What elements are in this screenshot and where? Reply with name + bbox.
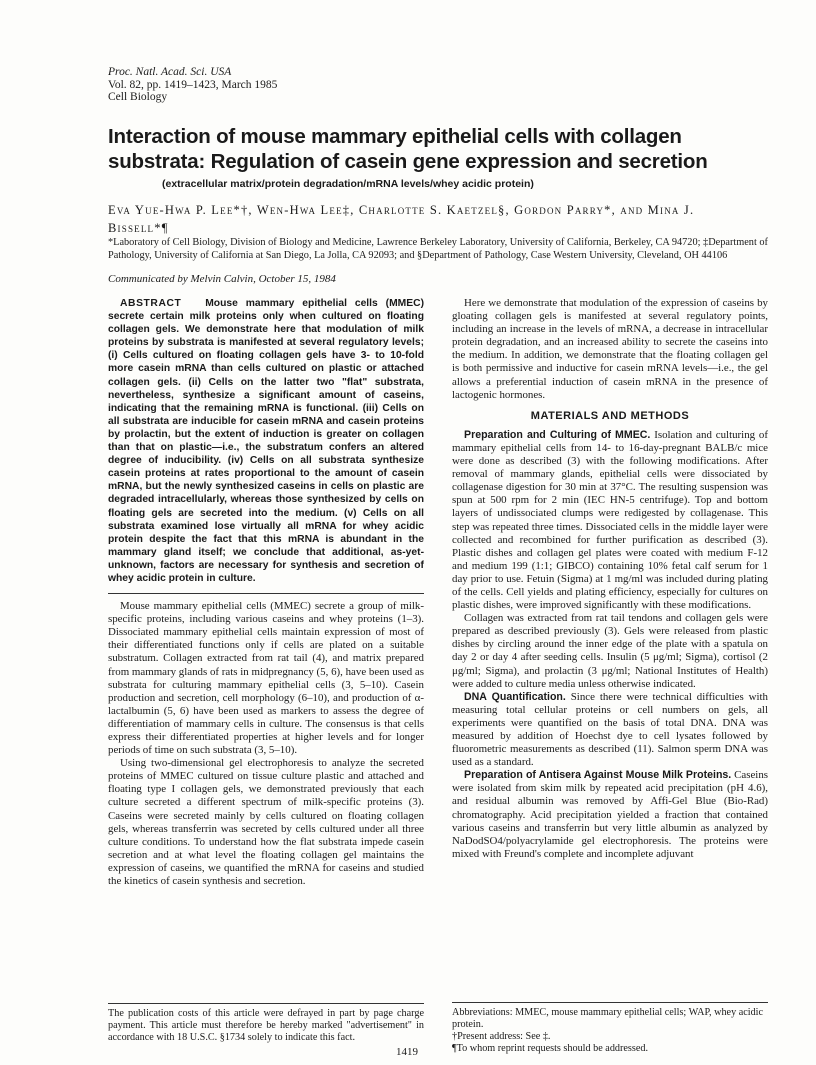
abbreviations-footnotes (452, 1002, 768, 1055)
journal-section: Cell Biology (108, 91, 168, 103)
page-number: 1419 (396, 1046, 418, 1058)
right-column (452, 297, 768, 861)
methods-text: Since there were technical difficulties with measuring total cellular proteins or cell numbers on gels, all experiments were quantified on the basis of total DNA. DNA was measured by addition of Hoechst dye to cell lysates followed by fluorometric measurements as described (11). Salmon sperm DNA was used as a standard. (452, 690, 768, 769)
footnote-abbreviations: Abbreviations: MMEC, mouse mammary epithelial cells; WAP, whey acidic protein. (452, 1007, 764, 1030)
methods-paragraph: Collagen was extracted from rat tail tendons and collagen gels were prepared as described previously (3). Gels were released from plastic dishes by circling around the inner edge of the plate with a spatula on day 2 or day 4 after seeding cells. Insulin (5 μg/ml; Sigma), cortisol (2 μg/ml; Sigma), and prolactin (3 μg/ml; National Institutes of Health) were added to culture media unless otherwise indicated. (452, 612, 768, 690)
article-title: Interaction of mouse mammary epithelial cells with collagen substrata: Regulation of casein gene expression and secretion (108, 125, 708, 173)
methods-paragraph (452, 691, 768, 770)
keywords: (extracellular matrix/protein degradation/mRNA levels/whey acidic protein) (162, 178, 534, 190)
authors: Eva Yue-Hwa P. Lee*†, Wen-Hwa Lee‡, Charlotte S. Kaetzel§, Gordon Parry*, and Mina J. Bissell*¶ (108, 203, 695, 235)
journal-header (108, 66, 277, 104)
intro-paragraph-right: Here we demonstrate that modulation of the expression of caseins by gloating collagen gels is manifested at several regulatory points, including an increase in the levels of mRNA, a decrease in intracellular protein degradation, and an increased ability to secrete the caseins into the medium. In addition, we demonstrate that the floating collagen gel is both permissive and inductive for casein mRNA levels—i.e., the gel allows a preferential induction of casein mRNA in the presence of lactogenic hormones. (452, 297, 768, 401)
footnote-reprints: ¶To whom reprint requests should be addressed. (452, 1043, 649, 1054)
methods-text: Isolation and culturing of mammary epithelial cells from 14- to 16-day-pregnant BALB/c mice were done as described (3) with the following modifications. After removal of mammary glands, epithelial cells were dissociated by collagenase digestion for 30 min at 37°C. The resulting suspension was spun at 500 rpm for 2 min (IEC HN-5 centrifuge). Top and bottom layers of undissociated clumps were redigested by collagenase. This step was repeated three times. Dissociated cells in the middle layer were collected and recombined for further purification as described (3). Plastic dishes and collagen gel plates were coated with medium F-12 and medium 199 (1:1; GIBCO) containing 10% fetal calf serum for 1 day prior to use. Fetuin (Sigma) at 1 mg/ml was included during plating of the cells. Cell yields and plating efficiency, especially for cultures on plastic dishes, were improved significantly with these modifications. (452, 428, 769, 612)
affiliations: *Laboratory of Cell Biology, Division of Biology and Medicine, Lawrence Berkeley Laboratory, University of California, Berkeley, CA 94720; ‡Department of Pathology, University of California at San Diego, La Jolla, CA 92093; and §Department of Pathology, Case Western University, Cleveland, OH 44106 (108, 237, 768, 261)
methods-paragraph (452, 429, 768, 612)
runin-heading: Preparation of Antisera Against Mouse Milk Proteins. (464, 769, 732, 782)
left-column (108, 297, 424, 888)
methods-text: Caseins were isolated from skim milk by repeated acid precipitation (pH 4.6), and residual albumin was removed by Affi-Gel Blue (Bio-Rad) chromatography. Acid precipitation yielded a fraction that contained various caseins and transferrin but very little albumin as analyzed by NaDodSO4/polyacrylamide gel electrophoresis. The proteins were mixed with Freund's complete and incomplete adjuvant (452, 769, 768, 860)
abstract (108, 297, 424, 585)
runin-heading: DNA Quantification. (464, 690, 566, 703)
journal-volume: Vol. 82, pp. 1419–1423, March 1985 (108, 78, 278, 91)
intro-paragraph: Using two-dimensional gel electrophoresis to analyze the secreted proteins of MMEC cultured on tissue culture plastic and attached and floating type I collagen gels, we demonstrated previously that each culture secreted a different spectrum of milk-specific proteins (3). Caseins were secreted mainly by cells cultured on floating collagen gels, whereas transferrin was secreted by cells cultured under all three culture conditions. To understand how the flat substrata impede casein secretion and at what level the floating collagen gel maintains the expression of caseins, we quantified the mRNA for caseins and studied the kinetics of casein synthesis and secretion. (108, 757, 424, 888)
footnote-present-address: †Present address: See ‡. (452, 1031, 551, 1042)
communicated-by: Communicated by Melvin Calvin, October 15, 1984 (108, 273, 336, 285)
publication-footnote: The publication costs of this article were defrayed in part by page charge payment. This article must therefore be hereby marked "advertisement" in accordance with 18 U.S.C. §1734 solely to indicate this fact. (108, 1003, 424, 1045)
abstract-text: Mouse mammary epithelial cells (MMEC) secrete certain milk proteins only when cultured on floating collagen gels. We demonstrate here that modulation of milk proteins by substrata is manifested at several regulatory levels; (i) Cells cultured on floating collagen gels have 3- to 10-fold more casein mRNA than cells cultured on plastic or attached collagen gels. (ii) Cells on the latter two "flat" substrata, nevertheless, synthesize a significant amount of caseins, indicating that the remaining mRNA is functional. (iii) Cells on all substrata are inducible for casein mRNA and casein proteins by prolactin, but the extent of induction is greater on collagen than that on plastic—i.e., the substratum confers an altered degree of inducibility. (iv) Cells on all substrata synthesize casein proteins at rates proportional to the amount of casein mRNA, but the newly synthesized caseins in cells on plastic are degraded intracellularly, whereas those synthesized by cells on floating gels are secreted into the medium. (v) Cells on all substrata examined lose virtually all mRNA for whey acidic protein despite the fact that this mRNA is abundant in the mammary gland itself; we conclude that additional, as-yet-unknown, factors are necessary for synthesis and secretion of whey acidic protein in culture. (108, 298, 424, 584)
runin-heading: Preparation and Culturing of MMEC. (464, 428, 651, 441)
abstract-divider (108, 593, 424, 594)
journal-name: Proc. Natl. Acad. Sci. USA (108, 66, 232, 78)
abstract-label: ABSTRACT (120, 298, 182, 309)
intro-paragraph: Mouse mammary epithelial cells (MMEC) secrete a group of milk-specific proteins, including various caseins and whey proteins (1–3). Dissociated mammary epithelial cells maintain expression of most of their differentiated functions only if cells are plated on a suitable substratum. Collagen extracted from rat tail (4), and matrix prepared from mammary glands of rats in midpregnancy (5, 6), have been used as substrata for culturing mammary epithelial cells (3, 5–10). Casein production and secretion, cell morphology (6–10), and production of α-lactalbumin (5, 6) have been used as markers to assess the degree of differentiation of mammary cells in culture. The consensus is that cells express their differentiated properties at higher levels and for longer periods of time on such substrata (3, 5–10). (108, 600, 424, 757)
methods-heading: MATERIALS AND METHODS (530, 409, 690, 422)
methods-paragraph (452, 769, 768, 861)
